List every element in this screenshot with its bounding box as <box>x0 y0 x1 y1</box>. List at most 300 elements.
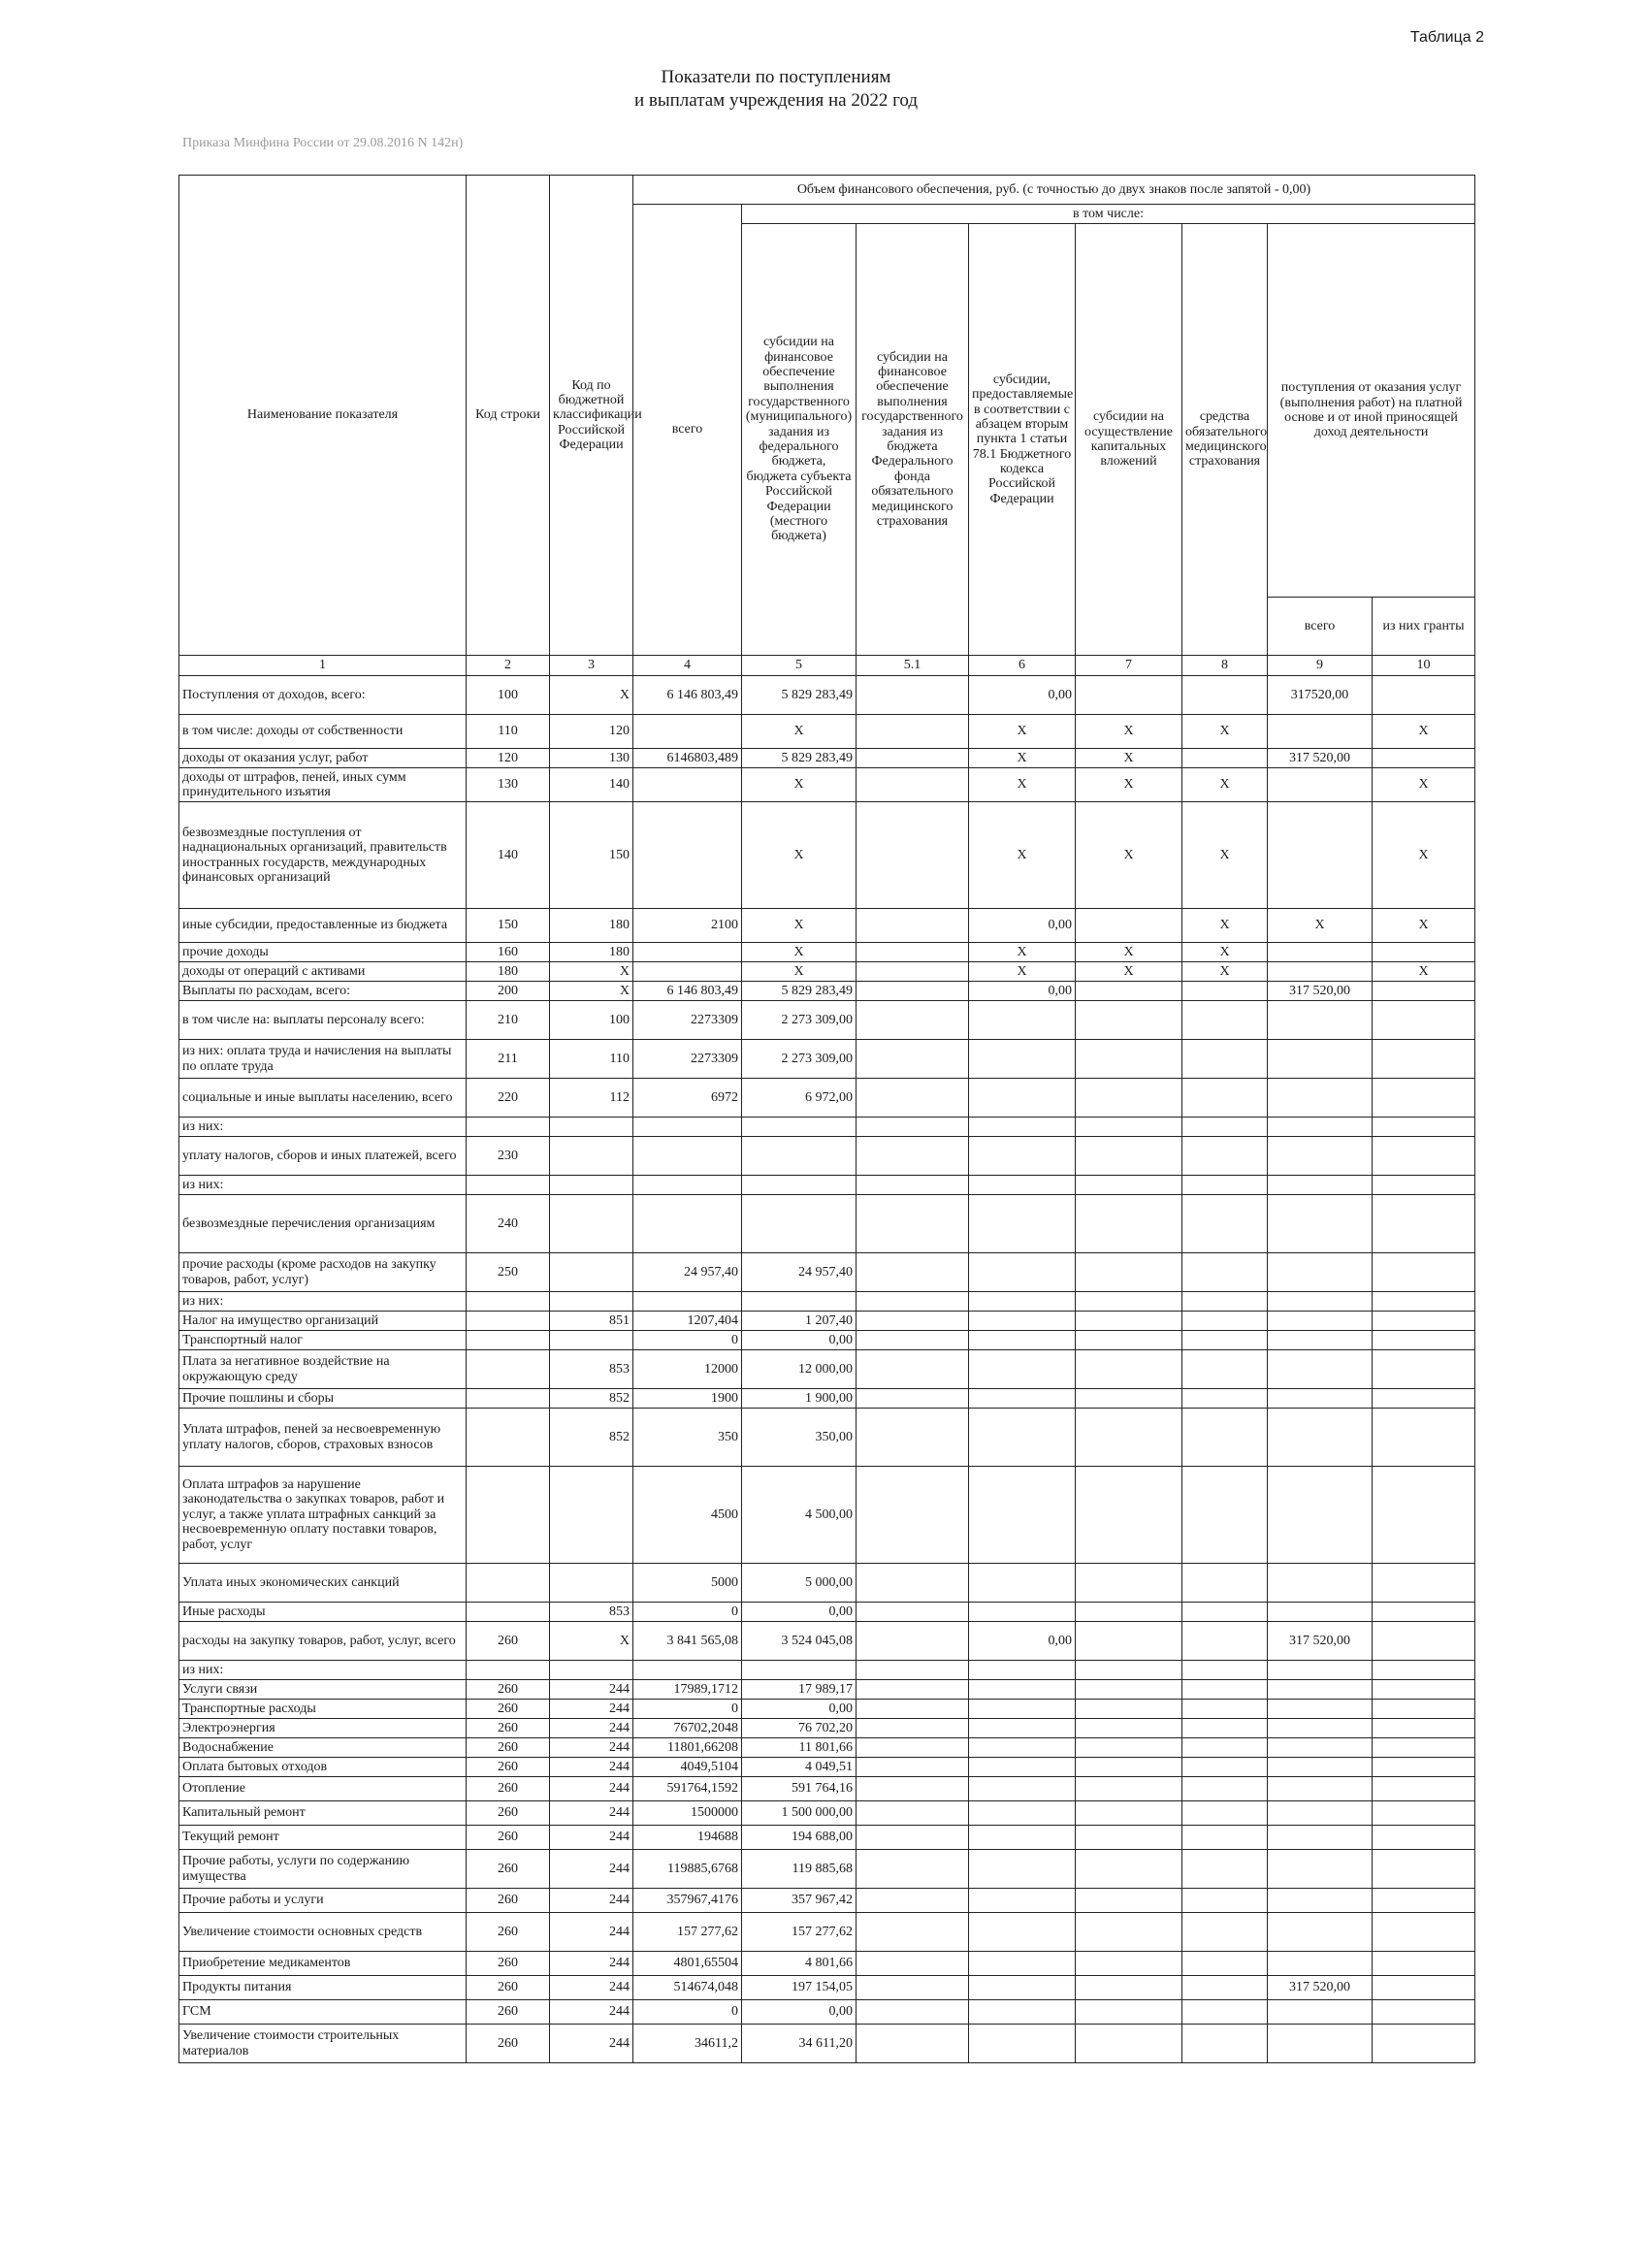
table-cell: 244 <box>550 1952 633 1976</box>
table-cell <box>1268 1389 1373 1409</box>
table-cell <box>1373 2000 1475 2025</box>
table-cell <box>1182 1331 1268 1350</box>
table-cell: X <box>1373 768 1475 802</box>
header-col8: средства обязательного медицинского страхования <box>1182 224 1268 656</box>
table-cell: 210 <box>467 1001 550 1040</box>
row-name-cell: Текущий ремонт <box>179 1826 467 1850</box>
table-cell <box>1076 1467 1182 1564</box>
table-cell: 150 <box>550 802 633 909</box>
row-name-cell: Капитальный ремонт <box>179 1801 467 1826</box>
table-cell <box>550 1253 633 1292</box>
table-cell <box>1182 1913 1268 1952</box>
table-row <box>179 2000 1475 2025</box>
table-cell: 260 <box>467 1801 550 1826</box>
table-body <box>179 676 1475 2063</box>
table-cell <box>1076 1292 1182 1312</box>
table-cell <box>633 1195 742 1253</box>
table-cell <box>1182 2025 1268 2063</box>
table-cell <box>969 1253 1076 1292</box>
row-name-cell: Транспортные расходы <box>179 1700 467 1719</box>
row-name-cell: доходы от штрафов, пеней, иных сумм принудительного изъятия <box>179 768 467 802</box>
table-cell <box>1268 1700 1373 1719</box>
table-cell: 17989,1712 <box>633 1680 742 1700</box>
header-col10: из них гранты <box>1373 598 1475 656</box>
table-cell: X <box>1373 909 1475 943</box>
table-cell: X <box>742 909 857 943</box>
table-cell <box>1268 2000 1373 2025</box>
header-total: всего <box>633 205 742 656</box>
table-cell: 12 000,00 <box>742 1350 857 1389</box>
table-cell <box>1268 1195 1373 1253</box>
table-cell <box>1373 1389 1475 1409</box>
table-cell: 260 <box>467 1952 550 1976</box>
row-name-cell: Электроэнергия <box>179 1719 467 1738</box>
table-cell <box>1182 1889 1268 1913</box>
table-cell: 317520,00 <box>1268 676 1373 715</box>
table-cell: 4 049,51 <box>742 1758 857 1777</box>
table-cell <box>633 802 742 909</box>
row-name-cell: Прочие работы и услуги <box>179 1889 467 1913</box>
table-cell: 197 154,05 <box>742 1976 857 2000</box>
table-cell: 1500000 <box>633 1801 742 1826</box>
table-cell <box>969 1312 1076 1331</box>
table-cell: 244 <box>550 1889 633 1913</box>
table-cell <box>1268 943 1373 962</box>
table-cell <box>1076 1801 1182 1826</box>
table-cell: 317 520,00 <box>1268 982 1373 1001</box>
table-cell: 194688 <box>633 1826 742 1850</box>
table-cell <box>1076 1603 1182 1622</box>
table-cell <box>969 1331 1076 1350</box>
table-cell <box>633 1292 742 1312</box>
table-cell <box>742 1118 857 1137</box>
table-cell <box>1268 768 1373 802</box>
table-cell: X <box>969 715 1076 749</box>
table-cell <box>969 1758 1076 1777</box>
table-cell: 317 520,00 <box>1268 749 1373 768</box>
table-cell: 0,00 <box>969 982 1076 1001</box>
table-cell <box>467 1118 550 1137</box>
table-cell: 130 <box>550 749 633 768</box>
table-cell: 317 520,00 <box>1268 1976 1373 2000</box>
table-cell <box>467 1603 550 1622</box>
column-number: 10 <box>1373 656 1475 676</box>
table-cell: 180 <box>467 962 550 982</box>
table-cell <box>969 1700 1076 1719</box>
row-name-cell: доходы от операций с активами <box>179 962 467 982</box>
table-cell <box>857 1801 969 1826</box>
table-cell <box>1373 1758 1475 1777</box>
table-cell <box>1373 1409 1475 1467</box>
table-row <box>179 1758 1475 1777</box>
table-cell <box>550 1467 633 1564</box>
table-row <box>179 1622 1475 1661</box>
table-cell <box>857 802 969 909</box>
table-cell: 244 <box>550 1913 633 1952</box>
table-cell <box>550 1195 633 1253</box>
table-cell: 244 <box>550 1680 633 1700</box>
table-cell: 591764,1592 <box>633 1777 742 1801</box>
table-cell <box>633 943 742 962</box>
table-cell <box>1373 1040 1475 1079</box>
table-cell <box>1182 1389 1268 1409</box>
table-cell <box>969 1719 1076 1738</box>
row-name-cell: иные субсидии, предоставленные из бюджета <box>179 909 467 943</box>
table-cell <box>1268 2025 1373 2063</box>
table-cell <box>969 1952 1076 1976</box>
table-cell <box>1182 1467 1268 1564</box>
table-cell <box>467 1564 550 1603</box>
table-cell <box>633 1661 742 1680</box>
table-cell <box>1076 1952 1182 1976</box>
table-cell <box>467 1389 550 1409</box>
table-cell: 100 <box>550 1001 633 1040</box>
table-cell <box>1182 1350 1268 1389</box>
table-cell <box>550 1176 633 1195</box>
table-cell <box>1182 1137 1268 1176</box>
table-cell <box>857 1137 969 1176</box>
table-cell <box>467 1350 550 1389</box>
table-cell <box>969 1467 1076 1564</box>
column-number: 8 <box>1182 656 1268 676</box>
table-cell <box>1268 962 1373 982</box>
table-cell <box>969 2000 1076 2025</box>
table-cell: 4500 <box>633 1467 742 1564</box>
table-cell <box>1076 982 1182 1001</box>
header-code: Код строки <box>467 176 550 656</box>
table-cell <box>1373 943 1475 962</box>
row-name-cell: Плата за негативное воздействие на окружающую среду <box>179 1350 467 1389</box>
table-cell: 24 957,40 <box>742 1253 857 1292</box>
table-cell <box>857 943 969 962</box>
table-cell: 220 <box>467 1079 550 1118</box>
table-cell: 180 <box>550 943 633 962</box>
table-row <box>179 1777 1475 1801</box>
table-cell <box>1076 1195 1182 1253</box>
table-cell <box>467 1409 550 1467</box>
table-row <box>179 2025 1475 2063</box>
header-col6: субсидии, предоставляемые в соответствии с абзацем вторым пункта 1 статьи 78.1 Бюджетного кодекса Российской Федерации <box>969 224 1076 656</box>
table-cell <box>1373 1467 1475 1564</box>
table-cell: 244 <box>550 2025 633 2063</box>
table-cell <box>857 2000 969 2025</box>
table-cell <box>969 1137 1076 1176</box>
table-cell <box>969 1738 1076 1758</box>
table-row <box>179 1079 1475 1118</box>
table-cell <box>969 1976 1076 2000</box>
table-cell <box>1373 1850 1475 1889</box>
table-label: Таблица 2 <box>1409 29 1484 46</box>
table-cell <box>1268 1777 1373 1801</box>
table-cell: 112 <box>550 1079 633 1118</box>
table-row <box>179 1564 1475 1603</box>
row-name-cell: из них: <box>179 1661 467 1680</box>
table-cell <box>1268 1680 1373 1700</box>
header-col7: субсидии на осуществление капитальных вложений <box>1076 224 1182 656</box>
table-cell <box>1373 1661 1475 1680</box>
table-cell <box>857 1758 969 1777</box>
header-including: в том числе: <box>742 205 1475 224</box>
table-cell <box>1182 1564 1268 1603</box>
table-cell <box>969 1118 1076 1137</box>
table-cell <box>857 1331 969 1350</box>
table-cell: 260 <box>467 1680 550 1700</box>
table-cell <box>1373 1801 1475 1826</box>
table-row <box>179 1801 1475 1826</box>
table-cell <box>1268 715 1373 749</box>
table-row <box>179 1195 1475 1253</box>
table-cell <box>1268 1738 1373 1758</box>
table-cell: X <box>1373 802 1475 909</box>
table-cell <box>857 1952 969 1976</box>
table-cell <box>1373 1738 1475 1758</box>
table-cell: 260 <box>467 1889 550 1913</box>
table-cell <box>857 909 969 943</box>
table-cell <box>857 1603 969 1622</box>
table-cell <box>857 1913 969 1952</box>
table-cell <box>633 715 742 749</box>
row-name-cell: Водоснабжение <box>179 1738 467 1758</box>
table-cell <box>1182 1738 1268 1758</box>
table-cell: 0,00 <box>969 1622 1076 1661</box>
row-name-cell: Транспортный налог <box>179 1331 467 1350</box>
table-row <box>179 1350 1475 1389</box>
table-cell: 5 829 283,49 <box>742 982 857 1001</box>
table-cell <box>1182 1118 1268 1137</box>
table-row <box>179 1253 1475 1292</box>
table-cell: X <box>1182 715 1268 749</box>
table-cell <box>1182 1292 1268 1312</box>
row-name-cell: безвозмездные перечисления организациям <box>179 1195 467 1253</box>
row-name-cell: Оплата бытовых отходов <box>179 1758 467 1777</box>
table-cell <box>969 1850 1076 1889</box>
table-row <box>179 1331 1475 1350</box>
row-name-cell: прочие расходы (кроме расходов на закупку товаров, работ, услуг) <box>179 1253 467 1292</box>
table-cell <box>467 1292 550 1312</box>
table-cell <box>1076 1079 1182 1118</box>
table-cell: X <box>1182 962 1268 982</box>
table-row <box>179 1389 1475 1409</box>
table-cell: 34611,2 <box>633 2025 742 2063</box>
table-cell <box>857 1738 969 1758</box>
row-name-cell: Увеличение стоимости строительных материалов <box>179 2025 467 2063</box>
table-cell: 260 <box>467 2025 550 2063</box>
table-cell <box>969 1195 1076 1253</box>
table-cell <box>1268 1564 1373 1603</box>
table-cell <box>1268 1001 1373 1040</box>
table-cell <box>1076 1409 1182 1467</box>
table-cell: 211 <box>467 1040 550 1079</box>
table-cell <box>857 715 969 749</box>
table-cell <box>633 1137 742 1176</box>
column-number: 3 <box>550 656 633 676</box>
table-cell: 260 <box>467 1622 550 1661</box>
table-cell: X <box>742 715 857 749</box>
table-cell <box>1373 1700 1475 1719</box>
table-cell: 852 <box>550 1389 633 1409</box>
row-name-cell: Приобретение медикаментов <box>179 1952 467 1976</box>
column-number: 2 <box>467 656 550 676</box>
table-cell <box>857 982 969 1001</box>
header-name: Наименование показателя <box>179 176 467 656</box>
table-row <box>179 768 1475 802</box>
table-row <box>179 1661 1475 1680</box>
table-cell: 76 702,20 <box>742 1719 857 1738</box>
table-cell <box>857 1079 969 1118</box>
table-cell: X <box>1076 768 1182 802</box>
row-name-cell: Услуги связи <box>179 1680 467 1700</box>
header-volume: Объем финансового обеспечения, руб. (с точностью до двух знаков после запятой - 0,00) <box>633 176 1475 205</box>
table-cell <box>1373 2025 1475 2063</box>
table-cell <box>969 1680 1076 1700</box>
table-row <box>179 1952 1475 1976</box>
table-row <box>179 1467 1475 1564</box>
table-cell <box>969 1350 1076 1389</box>
table-cell <box>1182 1801 1268 1826</box>
table-cell: 120 <box>467 749 550 768</box>
table-cell: 5 000,00 <box>742 1564 857 1603</box>
table-cell <box>1373 1603 1475 1622</box>
table-cell <box>969 1801 1076 1826</box>
row-name-cell: Прочие пошлины и сборы <box>179 1389 467 1409</box>
table-cell <box>1076 1976 1182 2000</box>
table-cell <box>1373 676 1475 715</box>
row-name-cell: из них: <box>179 1176 467 1195</box>
table-cell <box>1182 1777 1268 1801</box>
table-cell: 2100 <box>633 909 742 943</box>
table-cell: 24 957,40 <box>633 1253 742 1292</box>
table-cell <box>1076 909 1182 943</box>
table-cell <box>1076 2025 1182 2063</box>
table-cell <box>857 1001 969 1040</box>
table-cell <box>1076 1312 1182 1331</box>
table-cell <box>1268 1661 1373 1680</box>
table-cell <box>1268 1350 1373 1389</box>
table-cell <box>857 1118 969 1137</box>
table-cell <box>1268 1758 1373 1777</box>
table-row <box>179 1040 1475 1079</box>
table-cell <box>1076 2000 1182 2025</box>
table-cell <box>1182 1312 1268 1331</box>
table-cell <box>1076 1661 1182 1680</box>
table-cell <box>1373 1350 1475 1389</box>
table-cell <box>1373 1079 1475 1118</box>
document-title <box>0 66 1552 113</box>
table-cell <box>857 1826 969 1850</box>
column-number: 6 <box>969 656 1076 676</box>
row-name-cell: доходы от оказания услуг, работ <box>179 749 467 768</box>
table-row <box>179 1700 1475 1719</box>
table-cell <box>1076 1176 1182 1195</box>
table-cell: 4801,65504 <box>633 1952 742 1976</box>
table-cell: 11 801,66 <box>742 1738 857 1758</box>
order-reference: Приказа Минфина России от 29.08.2016 N 142н) <box>182 136 464 150</box>
table-cell: 1 207,40 <box>742 1312 857 1331</box>
table-cell <box>857 1467 969 1564</box>
table-cell <box>1076 676 1182 715</box>
table-cell <box>1373 1292 1475 1312</box>
table-cell <box>1373 749 1475 768</box>
table-cell <box>1373 1564 1475 1603</box>
table-cell <box>1076 1850 1182 1889</box>
table-cell: 0 <box>633 2000 742 2025</box>
table-cell <box>467 1467 550 1564</box>
financial-indicators-table <box>178 175 1475 2063</box>
table-row <box>179 1292 1475 1312</box>
table-cell <box>1373 1195 1475 1253</box>
table-cell: 110 <box>550 1040 633 1079</box>
table-cell: 260 <box>467 2000 550 2025</box>
table-cell: 110 <box>467 715 550 749</box>
table-cell <box>1182 1176 1268 1195</box>
table-cell <box>550 1331 633 1350</box>
table-cell <box>550 1292 633 1312</box>
table-cell <box>1182 982 1268 1001</box>
table-row <box>179 715 1475 749</box>
table-cell <box>1076 1826 1182 1850</box>
table-cell: 2273309 <box>633 1001 742 1040</box>
table-cell: 120 <box>550 715 633 749</box>
table-row <box>179 1850 1475 1889</box>
column-number: 1 <box>179 656 467 676</box>
table-row <box>179 1976 1475 2000</box>
table-cell: 260 <box>467 1777 550 1801</box>
table-cell <box>1076 1777 1182 1801</box>
column-number: 7 <box>1076 656 1182 676</box>
row-name-cell: Выплаты по расходам, всего: <box>179 982 467 1001</box>
table-cell: 119 885,68 <box>742 1850 857 1889</box>
table-cell: X <box>1182 768 1268 802</box>
table-cell <box>857 1292 969 1312</box>
table-row <box>179 943 1475 962</box>
table-cell <box>857 1195 969 1253</box>
table-cell <box>1268 1292 1373 1312</box>
table-cell: 260 <box>467 1700 550 1719</box>
table-cell: X <box>742 768 857 802</box>
table-cell <box>1182 1195 1268 1253</box>
row-name-cell: Иные расходы <box>179 1603 467 1622</box>
table-cell: 244 <box>550 1738 633 1758</box>
table-row <box>179 1719 1475 1738</box>
table-cell <box>1182 1826 1268 1850</box>
table-cell <box>1076 1622 1182 1661</box>
table-cell: 240 <box>467 1195 550 1253</box>
table-cell <box>969 1913 1076 1952</box>
table-cell: 76702,2048 <box>633 1719 742 1738</box>
table-cell <box>1182 1952 1268 1976</box>
column-number: 5.1 <box>857 656 969 676</box>
table-cell <box>1076 1331 1182 1350</box>
table-cell <box>1268 1719 1373 1738</box>
table-cell <box>1182 749 1268 768</box>
table-cell: 514674,048 <box>633 1976 742 2000</box>
table-cell: X <box>969 768 1076 802</box>
row-name-cell: Отопление <box>179 1777 467 1801</box>
table-cell <box>857 962 969 982</box>
table-row <box>179 962 1475 982</box>
table-cell <box>1373 1889 1475 1913</box>
table-cell: 0 <box>633 1331 742 1350</box>
row-name-cell: социальные и иные выплаты населению, всего <box>179 1079 467 1118</box>
table-cell <box>1076 1118 1182 1137</box>
table-row <box>179 1603 1475 1622</box>
table-cell: 160 <box>467 943 550 962</box>
table-cell: X <box>550 676 633 715</box>
table-cell <box>1182 1976 1268 2000</box>
table-cell: 200 <box>467 982 550 1001</box>
table-cell: X <box>1076 943 1182 962</box>
row-name-cell: в том числе на: выплаты персоналу всего: <box>179 1001 467 1040</box>
